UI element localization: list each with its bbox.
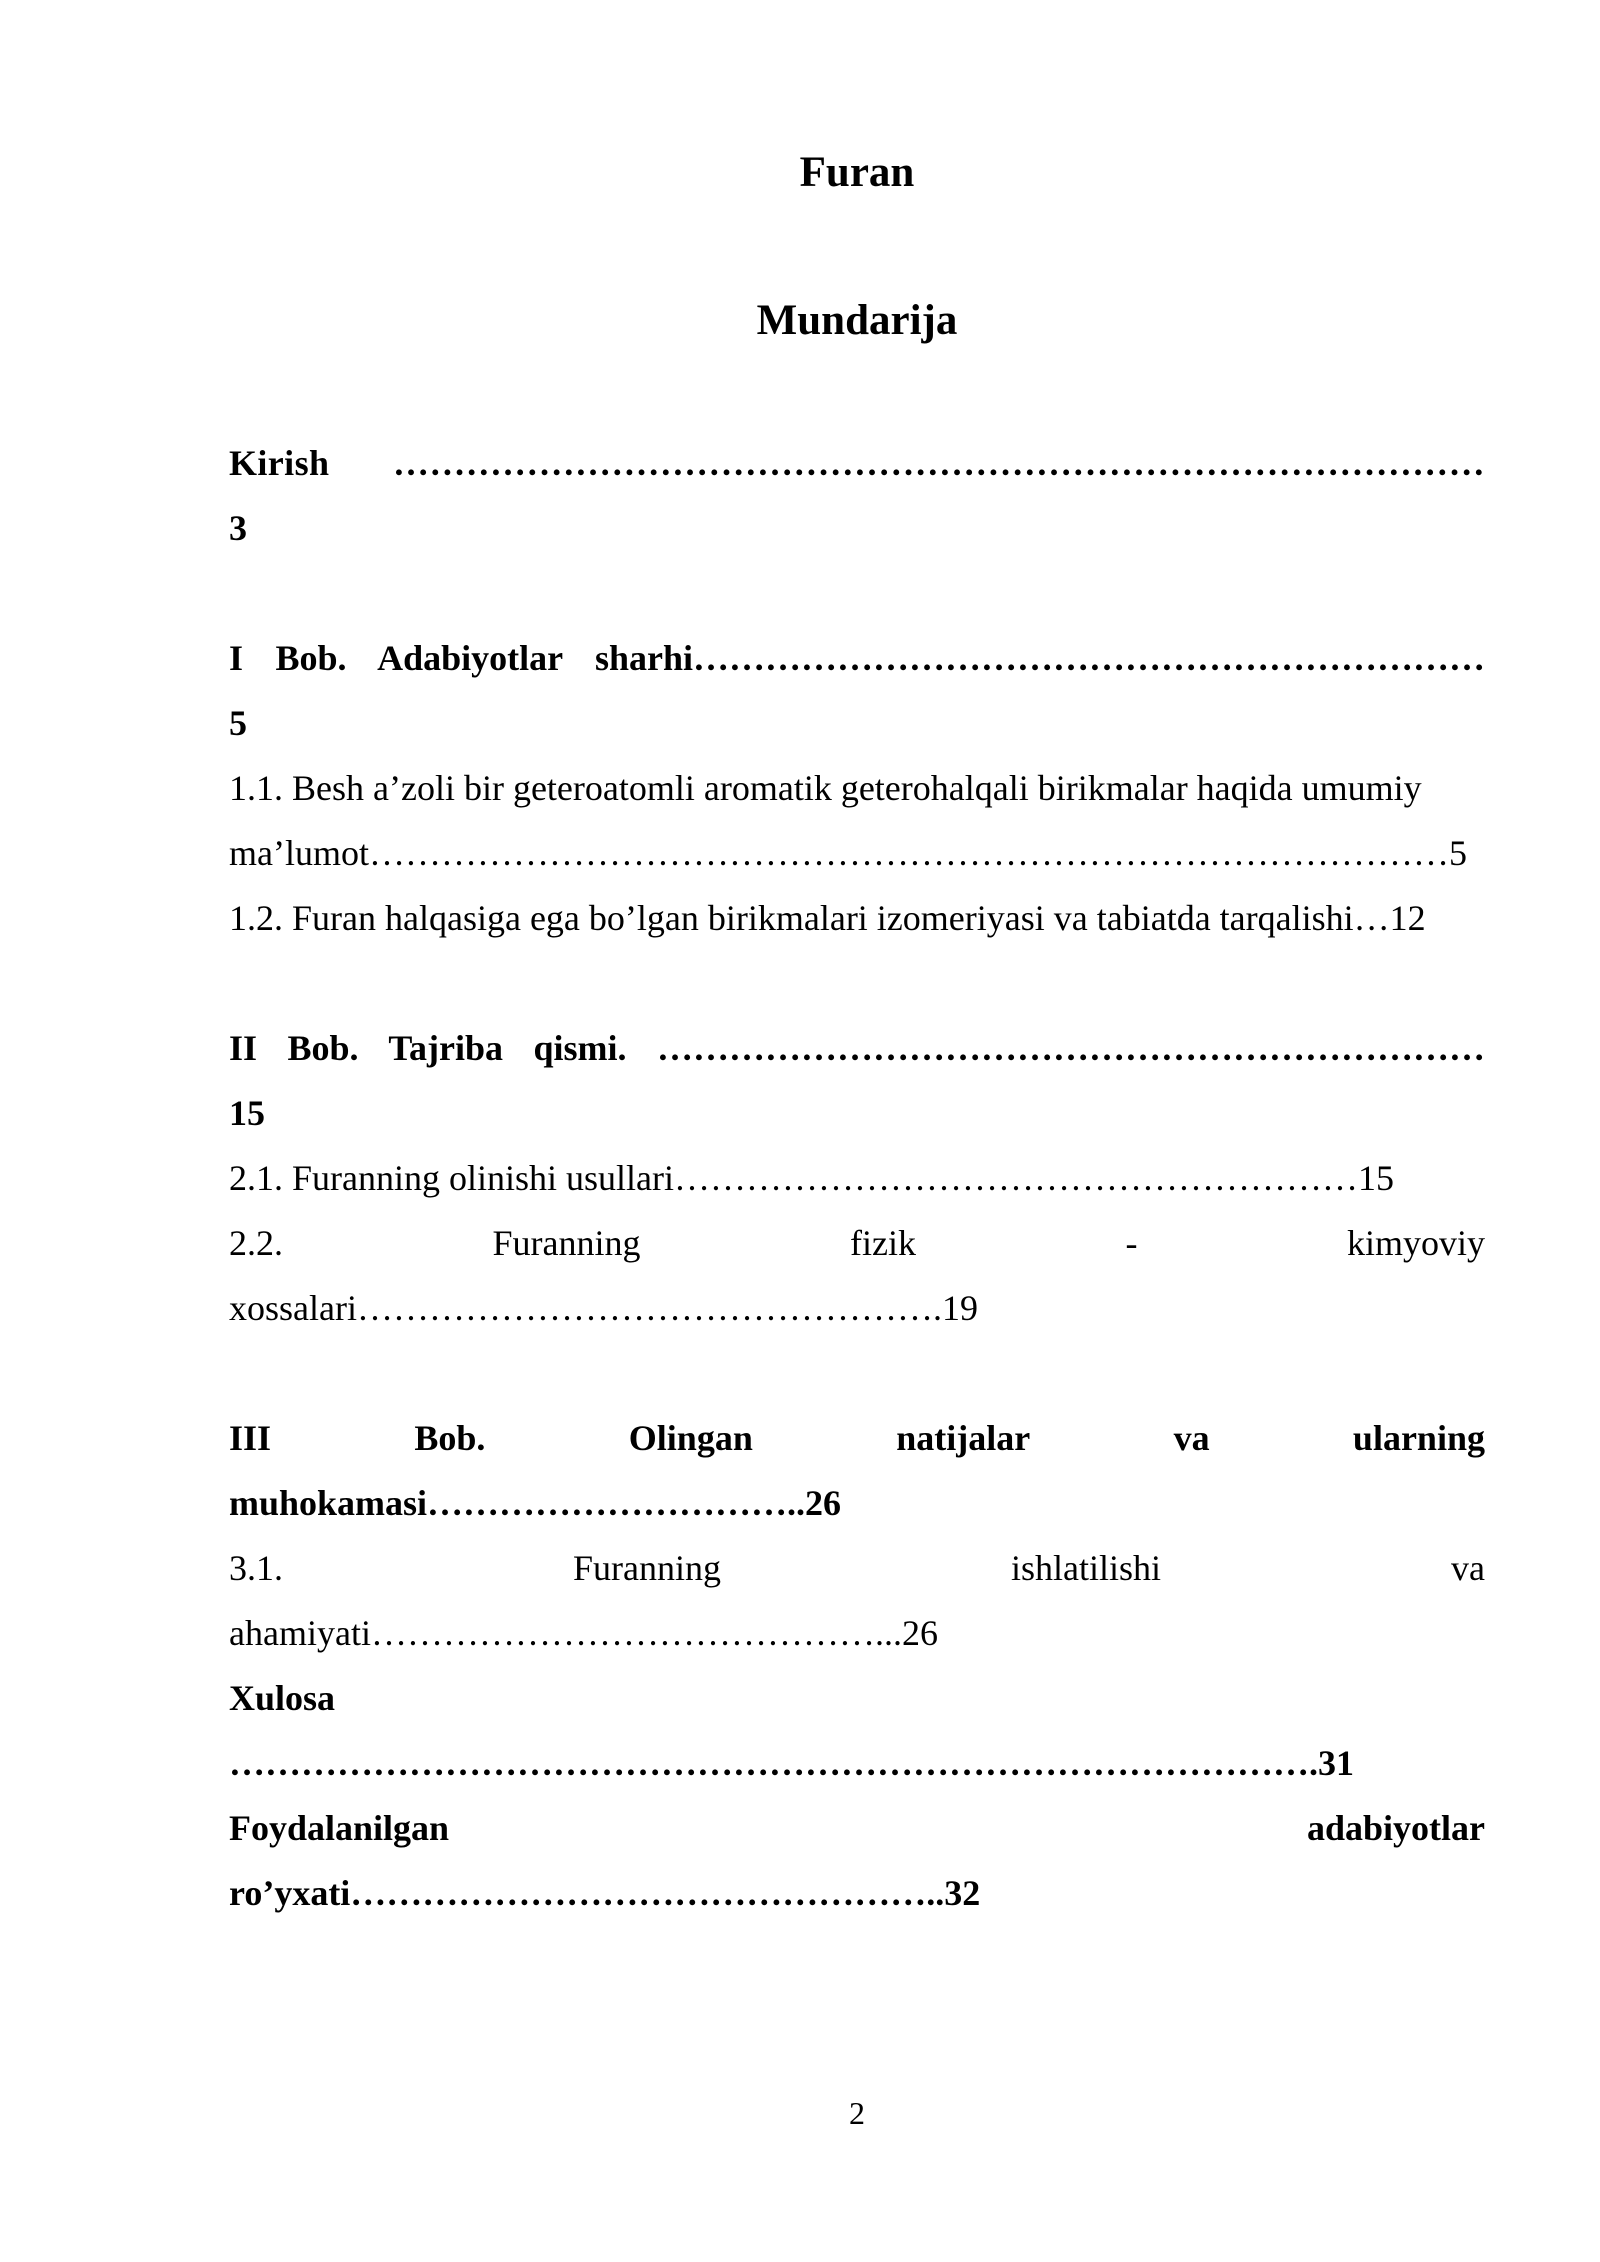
toc-word: ishlatilishi	[1011, 1548, 1162, 1588]
toc-word: 2.2.	[229, 1223, 283, 1263]
toc-word: ularning	[1352, 1418, 1485, 1458]
toc-word: III	[229, 1418, 272, 1458]
toc-word: 3.1.	[229, 1548, 283, 1588]
toc-entry-section-3-1-line-2: ahamiyati……………………………………...26	[229, 1613, 938, 1653]
toc-entry-xulosa-leader: ……………………………………………………………………………….31	[229, 1743, 1354, 1783]
toc-word: -	[1125, 1223, 1138, 1263]
toc-entry-section-2-1: 2.1. Furanning olinishi usullari…………………………………………………15	[229, 1158, 1394, 1198]
toc-entry-chapter-3-line-2: muhokamasi…………………………..26	[229, 1483, 842, 1523]
toc-word: fizik	[850, 1223, 916, 1263]
toc-entry-kirish: Kirish ………………………………………………………………………………	[229, 443, 1485, 483]
toc-word: adabiyotlar	[1306, 1808, 1485, 1848]
toc-entry-section-2-2-line-2: xossalari………………………………………….19	[229, 1288, 978, 1328]
toc-page-kirish: 3	[229, 508, 247, 548]
document-title: Furan	[799, 149, 915, 196]
toc-entry-references-line-1	[229, 1806, 1485, 1850]
toc-entry-chapter-3-line-1	[229, 1416, 1485, 1460]
toc-word: Olingan	[628, 1418, 753, 1458]
toc-entry-chapter-2: II Bob. Tajriba qismi. ……………………………………………………………	[229, 1028, 1485, 1068]
toc-heading: Mundarija	[756, 297, 958, 344]
toc-word: kimyoviy	[1346, 1223, 1485, 1263]
toc-word: va	[1173, 1418, 1210, 1458]
page-number: 2	[849, 2095, 865, 2131]
toc-word: natijalar	[896, 1418, 1031, 1458]
toc-entry-section-3-1-line-1	[229, 1546, 1485, 1590]
toc-word: Bob.	[414, 1418, 486, 1458]
toc-entry-section-1-1-line-1: 1.1. Besh a’zoli bir geteroatomli aromatik geterohalqali birikmalar haqida umumiy	[229, 768, 1422, 808]
toc-page-chapter-2: 15	[229, 1093, 265, 1133]
toc-word: va	[1451, 1548, 1485, 1588]
toc-entry-section-1-2: 1.2. Furan halqasiga ega bo’lgan birikmalari izomeriyasi va tabiatda tarqalishi…12	[229, 898, 1426, 938]
toc-page-chapter-1: 5	[229, 703, 247, 743]
toc-word: Foydalanilgan	[229, 1808, 450, 1848]
toc-entry-section-2-2-line-1	[229, 1221, 1485, 1265]
toc-word: Furanning	[492, 1223, 641, 1263]
toc-entry-references-line-2: ro’yxati…………………………………………..32	[229, 1873, 981, 1913]
toc-entry-xulosa: Xulosa	[229, 1678, 336, 1718]
toc-word: Furanning	[573, 1548, 721, 1588]
toc-entry-section-1-1-line-2: ma’lumot………………………………………………………………………………5	[229, 833, 1467, 873]
toc-entry-chapter-1: I Bob. Adabiyotlar sharhi…………………………………………………………	[229, 638, 1485, 678]
